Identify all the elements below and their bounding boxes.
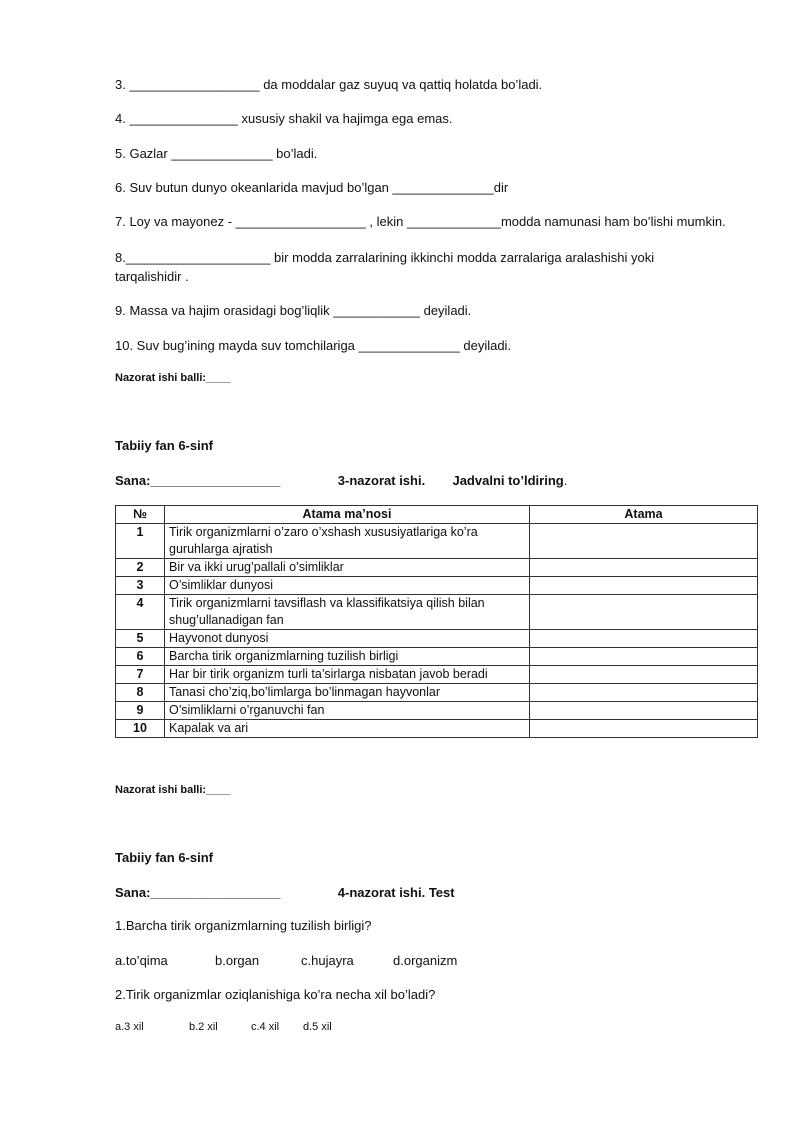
option-a[interactable]: a.3 xil — [115, 1021, 144, 1033]
table-row — [116, 702, 758, 720]
row-definition: Kapalak va ari — [165, 720, 530, 738]
option-b[interactable]: b.organ — [215, 953, 260, 968]
table-row — [116, 559, 758, 577]
date-label: Sana:__________________ — [115, 473, 281, 488]
table-header-row — [116, 506, 758, 524]
question-5: 5. Gazlar ______________ bo’ladi. — [115, 146, 318, 161]
row-definition: Tirik organizmlarni tavsiflash va klassifikatsiya qilish bilan shug’ullanadigan fan — [165, 595, 530, 630]
row-definition: Har bir tirik organizm turli ta’sirlarga nisbatan javob beradi — [165, 666, 530, 684]
option-c[interactable]: c.4 xil — [251, 1021, 280, 1033]
subject-heading: Tabiiy fan 6-sinf — [115, 438, 213, 453]
row-term-cell[interactable] — [530, 630, 758, 648]
row-number: 2 — [116, 559, 165, 577]
row-number: 3 — [116, 577, 165, 595]
table-row — [116, 648, 758, 666]
row-definition: Hayvonot dunyosi — [165, 630, 530, 648]
column-header-term: Atama — [530, 506, 758, 524]
row-number: 4 — [116, 595, 165, 630]
score-label: Nazorat ishi balli:____ — [115, 784, 231, 796]
option-d[interactable]: d.organizm — [393, 953, 458, 968]
row-number: 7 — [116, 666, 165, 684]
section3-header — [115, 473, 567, 488]
table-row — [116, 524, 758, 559]
question-10: 10. Suv bug’ining mayda suv tomchilariga ______________ deyiladi. — [115, 338, 512, 353]
row-term-cell[interactable] — [530, 648, 758, 666]
row-definition: Tirik organizmlarni o’zaro o’xshash xususiyatlariga ko’ra guruhlarga ajratish — [165, 524, 530, 559]
test-title: 4-nazorat ishi. Test — [337, 885, 455, 900]
row-term-cell[interactable] — [530, 702, 758, 720]
row-number: 9 — [116, 702, 165, 720]
table-row — [116, 630, 758, 648]
section4-header — [115, 885, 455, 900]
score-label: Nazorat ishi balli:____ — [115, 372, 231, 384]
row-term-cell[interactable] — [530, 720, 758, 738]
row-number: 6 — [116, 648, 165, 666]
row-definition: Tanasi cho’ziq,bo’limlarga bo’linmagan hayvonlar — [165, 684, 530, 702]
row-term-cell[interactable] — [530, 666, 758, 684]
row-term-cell[interactable] — [530, 524, 758, 559]
option-b[interactable]: b.2 xil — [189, 1021, 218, 1033]
subject-heading: Tabiiy fan 6-sinf — [115, 850, 213, 865]
question-6: 6. Suv butun dunyo okeanlarida mavjud bo’lgan ______________dir — [115, 180, 509, 195]
row-term-cell[interactable] — [530, 559, 758, 577]
row-definition: Barcha tirik organizmlarning tuzilish birligi — [165, 648, 530, 666]
table-row — [116, 684, 758, 702]
row-number: 5 — [116, 630, 165, 648]
column-header-number: № — [116, 506, 165, 524]
terms-table — [115, 505, 758, 738]
table-row — [116, 595, 758, 630]
test-question-2: 2.Tirik organizmlar oziqlanishiga ko’ra necha xil bo’ladi? — [115, 987, 436, 1002]
test-question-1-options — [115, 953, 457, 968]
table-row — [116, 577, 758, 595]
test-title: 3-nazorat ishi. — [337, 473, 426, 488]
question-7: 7. Loy va mayonez - __________________ , lekin _____________modda namunasi ham bo’lishi mumkin. — [115, 214, 726, 229]
test-question-2-options — [115, 1021, 332, 1033]
row-number: 10 — [116, 720, 165, 738]
question-3: 3. __________________ da moddalar gaz suyuq va qattiq holatda bo’ladi. — [115, 77, 543, 92]
instruction: Jadvalni to’ldiring — [452, 473, 564, 488]
table-row — [116, 666, 758, 684]
date-label: Sana:__________________ — [115, 885, 281, 900]
row-definition: Bir va ikki urug’pallali o’simliklar — [165, 559, 530, 577]
instruction-end: . — [563, 473, 568, 488]
row-term-cell[interactable] — [530, 577, 758, 595]
question-4: 4. _______________ xususiy shakil va hajimga ega emas. — [115, 111, 453, 126]
row-number: 1 — [116, 524, 165, 559]
question-8: 8.____________________ bir modda zarralarining ikkinchi modda zarralariga aralashishi yoki tarqalishidir . — [115, 250, 655, 284]
column-header-definition: Atama ma’nosi — [165, 506, 530, 524]
row-term-cell[interactable] — [530, 684, 758, 702]
row-number: 8 — [116, 684, 165, 702]
row-term-cell[interactable] — [530, 595, 758, 630]
row-definition: O’simliklarni o’rganuvchi fan — [165, 702, 530, 720]
question-9: 9. Massa va hajim orasidagi bog’liqlik ____________ deyiladi. — [115, 303, 472, 318]
option-a[interactable]: a.to’qima — [115, 953, 168, 968]
table-row — [116, 720, 758, 738]
option-d[interactable]: d.5 xil — [303, 1021, 332, 1033]
option-c[interactable]: c.hujayra — [301, 953, 354, 968]
row-definition: O’simliklar dunyosi — [165, 577, 530, 595]
test-question-1: 1.Barcha tirik organizmlarning tuzilish birligi? — [115, 918, 372, 933]
